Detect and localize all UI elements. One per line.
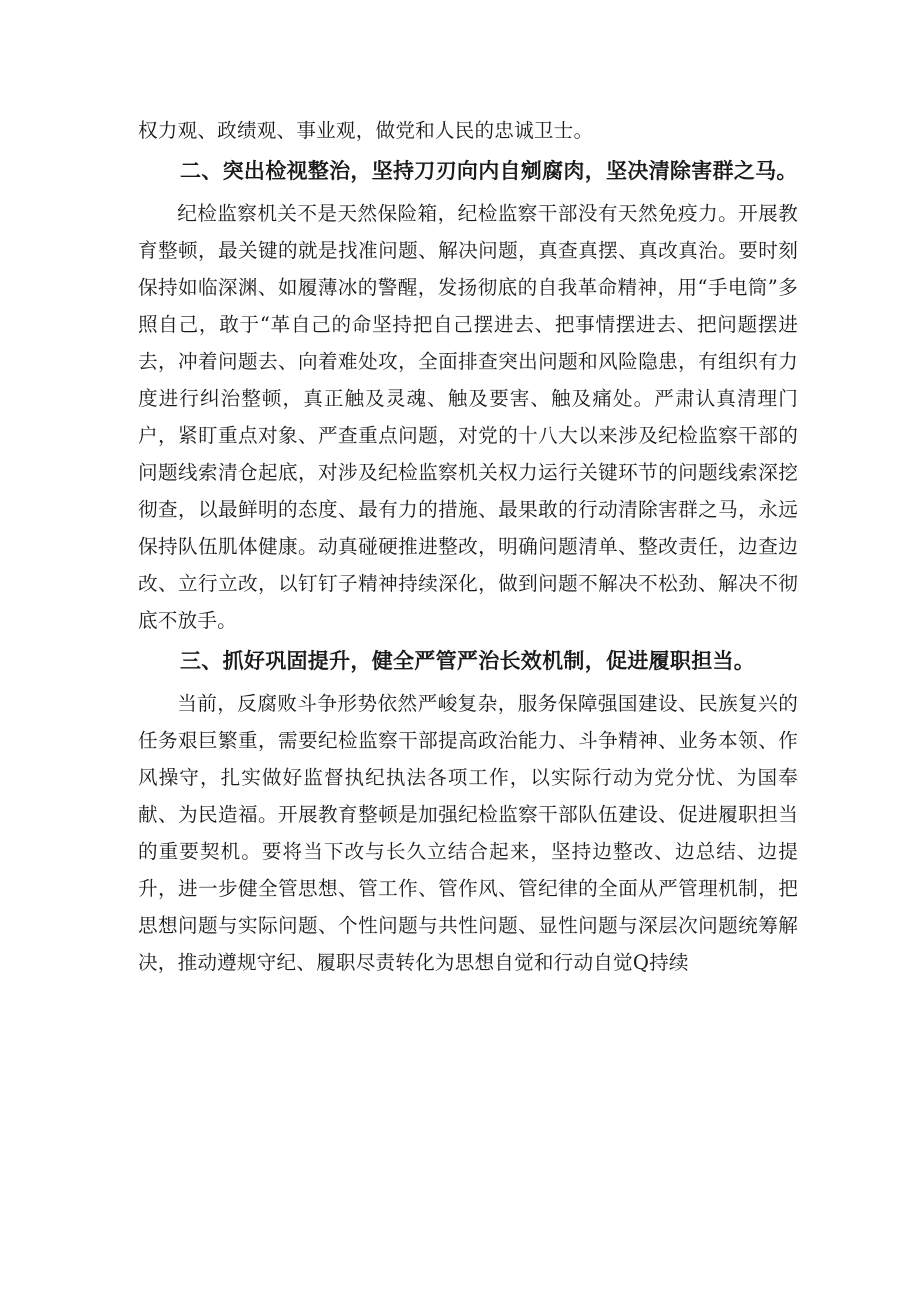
- document-body: [138, 112, 798, 981]
- paragraph-section-3: 当前，反腐败斗争形势依然严峻复杂，服务保障强国建设、民族复兴的任务艰巨繁重，需要纪检监察干部提高政治能力、斗争精神、业务本领、作风操守，扎实做好监督执纪执法各项工作，以实际行动为党分忧、为国奉献、为民造福。开展教育整顿是加强纪检监察干部队伍建设、促进履职担当的重要契机。要将当下改与长久立结合起来，坚持边整改、边总结、边提升，进一步健全管思想、管工作、管作风、管纪律的全面从严管理机制，把思想问题与实际问题、个性问题与共性问题、显性问题与深层次问题统筹解决，推动遵规守纪、履职尽责转化为思想自觉和行动自觉Q持续: [138, 692, 798, 974]
- section-heading-2: 二、突出检视整治，坚持刀刃向内自剜腐肉，坚决清除害群之马。: [180, 159, 798, 183]
- section-heading-3: 三、抓好巩固提升，健全严管严治长效机制，促进履职担当。: [180, 649, 756, 673]
- paragraph-continuation: 权力观、政绩观、事业观，做党和人民的忠诚卫士。: [138, 119, 594, 142]
- paragraph-section-2: 纪检监察机关不是天然保险箱，纪检监察干部没有天然免疫力。开展教育整顿，最关键的就是找准问题、解决问题，真查真摆、真改真治。要时刻保持如临深渊、如履薄冰的警醒，发扬彻底的自我革命精神，用“手电筒”多照自己，敢于“革自己的命坚持把自己摆进去、把事情摆进去、把问题摆进去，冲着问题去、向着难处攻，全面排查突出问题和风险隐患，有组织有力度进行纠治整顿，真正触及灵魂、触及要害、触及痛处。严肃认真清理门户，紧盯重点对象、严查重点问题，对党的十八大以来涉及纪检监察干部的问题线索清仓起底，对涉及纪检监察机关权力运行关键环节的问题线索深挖彻查，以最鲜明的态度、最有力的措施、最果敢的行动清除害群之马，永远保持队伍肌体健康。动真碰硬推进整改，明确问题清单、整改责任，边查边改、立行立改，以钉钉子精神持续深化，做到问题不解决不松劲、解决不彻底不放手。: [138, 202, 798, 632]
